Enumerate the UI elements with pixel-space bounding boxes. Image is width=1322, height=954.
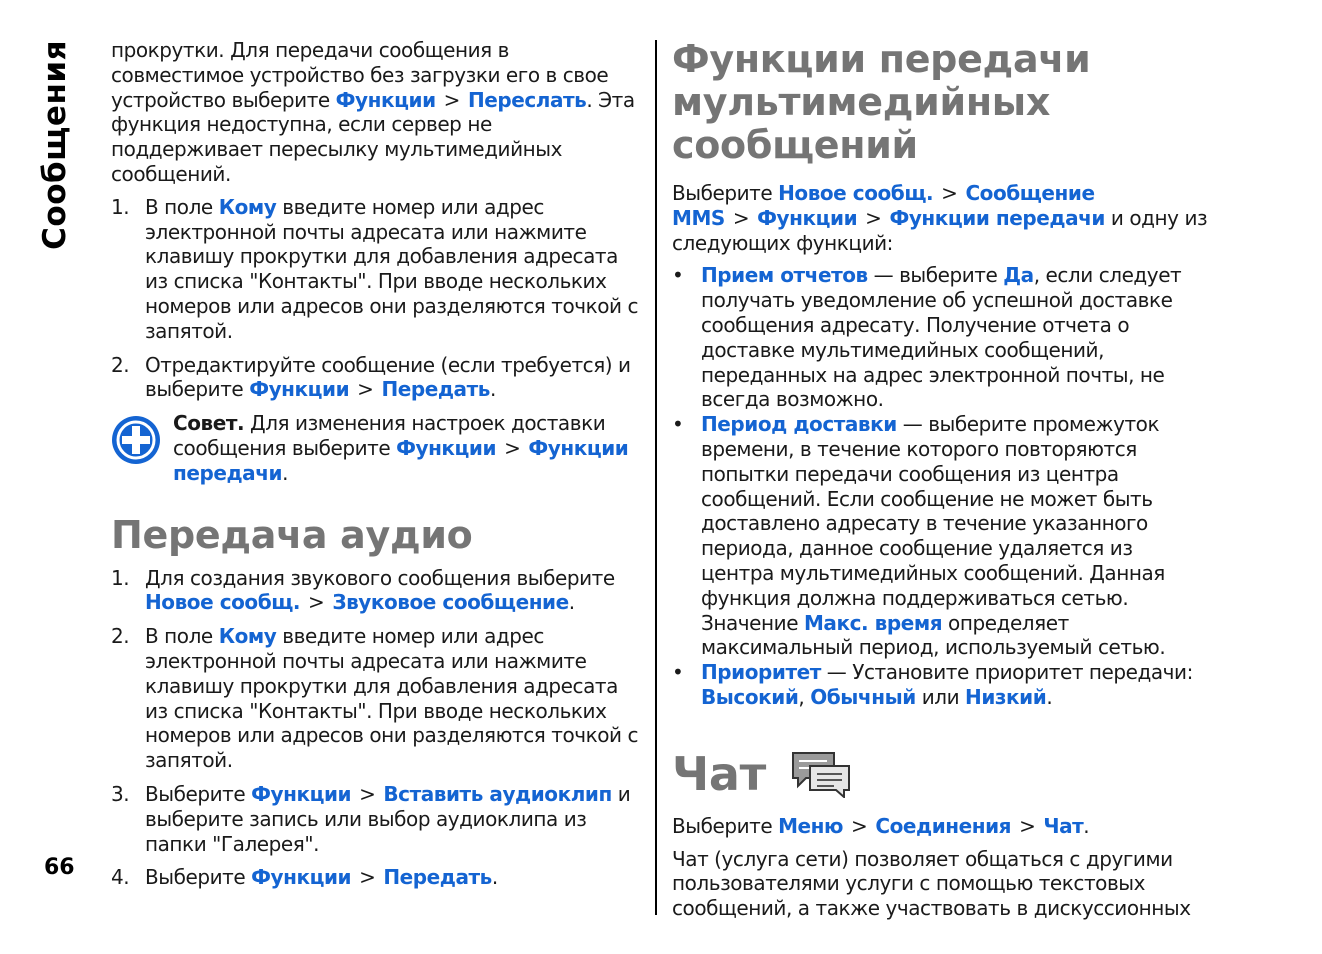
list-item: • Приоритет — Установите приоритет передачи: Высокий, Обычный или Низкий. — [672, 660, 1193, 709]
mms-intro: Выберите Новое сообщ. > Сообщение MMS > Функции > Функции передачи и одну из следующих функций: — [672, 181, 1208, 255]
tip-block — [111, 411, 643, 485]
menu-forward-link: Переслать — [467, 87, 587, 112]
chat-heading-text: Чат — [672, 746, 766, 801]
left-column — [111, 38, 643, 899]
list-item: 1. В поле Кому введите номер или адрес электронной почты адресата или нажмите клавишу прокрутки для добавления адресата из списка "Контакты". При вводе нескольких номеров или адресов они разделяются точкой с запятой. — [111, 194, 639, 343]
audio-steps-list — [111, 566, 643, 891]
audio-heading: Передача аудио — [111, 512, 473, 557]
intro-paragraph: прокрутки. Для передачи сообщения в совместимое устройство без загрузки его в свое устройство выберите Функции > Переслать. Эта функция недоступна, если сервер не поддерживает пересылку мультимедийных сообщений. — [111, 38, 635, 186]
right-column — [672, 38, 1208, 921]
plus-circle-icon — [111, 415, 161, 465]
mms-options-list — [672, 263, 1208, 709]
list-item: 1. Для создания звукового сообщения выберите Новое сообщ. > Звуковое сообщение. — [111, 565, 615, 615]
list-item: 2. Отредактируйте сообщение (если требуется) и выберите Функции > Передать. — [111, 352, 631, 402]
mms-heading: Функции передачи мультимедийных сообщений — [672, 37, 1091, 167]
page-number: 66 — [44, 855, 75, 880]
side-section-title: Сообщения — [37, 40, 73, 250]
chat-path: Выберите Меню > Соединения > Чат. — [672, 813, 1090, 838]
send-steps-list — [111, 195, 643, 402]
chat-heading — [672, 744, 1208, 804]
tip-text: Совет. Для изменения настроек доставки сообщения выберите Функции > Функции передачи. — [173, 411, 629, 485]
list-item: • Прием отчетов — выберите Да, если следует получать уведомление об успешной доставке сообщения адресату. Получение отчета о доставке мультимедийных сообщений, переданных на адрес электронной почты, не всегда возможно. — [672, 263, 1182, 412]
menu-functions-link: Функции — [335, 87, 436, 112]
column-divider — [655, 40, 657, 915]
tip-label: Совет. — [173, 411, 245, 436]
chat-description: Чат (услуга сети) позволяет общаться с другими пользователями услуги с помощью текстовых сообщений, а также участвовать в дискуссионных — [672, 846, 1191, 921]
list-item: 2. В поле Кому введите номер или адрес электронной почты адресата или нажмите клавишу прокрутки для добавления адресата из списка "Контакты". При вводе нескольких номеров или адресов они разделяются точкой с запятой. — [111, 624, 639, 773]
list-item: • Период доставки — выберите промежуток времени, в течение которого повторяются попытки передачи сообщения из центра сообщений. Если сообщение не может быть доставлено адресату в течение указанного периода, данное сообщение удаляется из центра мультимедийных сообщений. Данная функция должна поддерживаться сетью. Значение Макс. время определяет максимальный период, используемый сетью. — [672, 412, 1166, 660]
list-item: 4. Выберите Функции > Передать. — [111, 865, 498, 890]
chat-bubbles-icon — [790, 750, 852, 798]
list-item: 3. Выберите Функции > Вставить аудиоклип и выберите запись или выбор аудиоклипа из папки "Галерея". — [111, 781, 631, 856]
